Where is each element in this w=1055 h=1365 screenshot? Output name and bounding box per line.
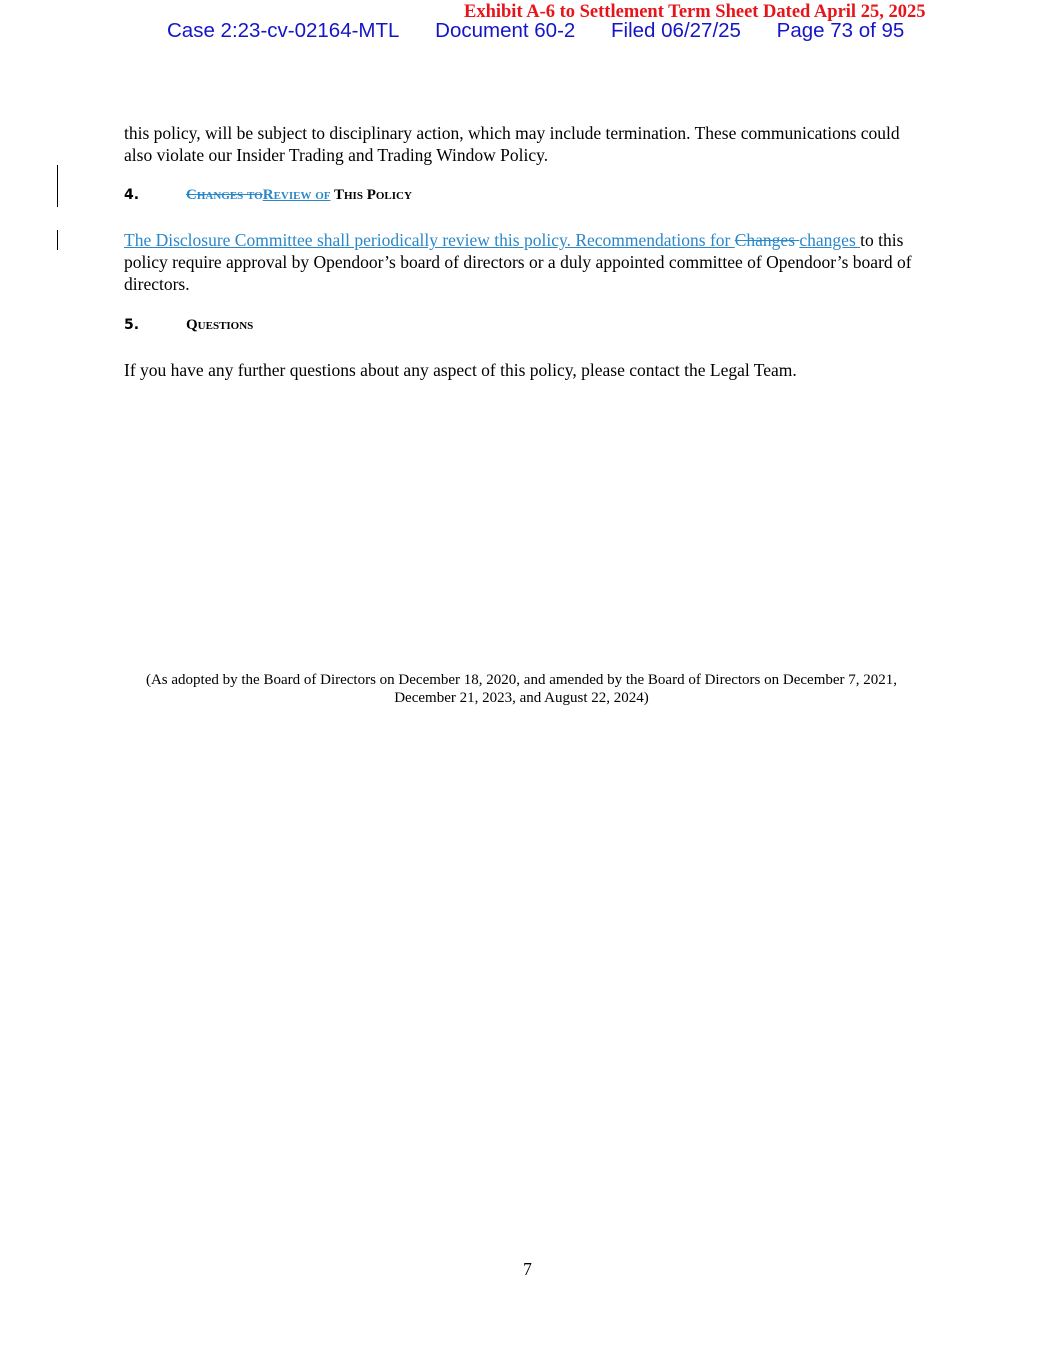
section-4-number: 4. <box>124 187 140 203</box>
paragraph-review <box>124 229 924 295</box>
change-bar <box>57 165 58 207</box>
adoption-note: (As adopted by the Board of Directors on December 18, 2020, and amended by the Board of Directors on December 7, 2021, December 21, 2023, and August 22, 2024) <box>145 672 898 706</box>
paragraph-questions: If you have any further questions about any aspect of this policy, please contact the Legal Team. <box>124 360 797 380</box>
document-number: Document 60-2 <box>435 19 576 42</box>
inserted-heading-text: Review of <box>262 187 331 203</box>
page-count: Page 73 of 95 <box>776 19 905 42</box>
exhibit-stamp: Exhibit A-6 to Settlement Term Sheet Dated April 25, 2025 <box>464 2 926 22</box>
filed-date: Filed 06/27/25 <box>611 19 741 42</box>
inserted-text: The Disclosure Committee shall periodically review this policy. Recommendations for <box>124 230 735 250</box>
paragraph-disciplinary: this policy, will be subject to disciplinary action, which may include termination. These communications could also violate our Insider Trading and Trading Window Policy. <box>124 123 900 165</box>
inserted-text: changes <box>799 230 861 250</box>
paragraph-text: to this policy require approval by Opendoor’s board of directors or a duly appointed committee of Opendoor’s board of directors. <box>124 230 912 294</box>
case-number: Case 2:23-cv-02164-MTL <box>167 19 400 42</box>
section-5-number: 5. <box>124 317 140 333</box>
section-4-heading <box>124 187 412 204</box>
page-number: 7 <box>523 1259 532 1279</box>
heading-rest: This Policy <box>330 187 412 203</box>
section-5-title: Questions <box>186 317 254 333</box>
change-bar <box>57 230 58 250</box>
ecf-header <box>167 19 904 43</box>
deleted-text: Changes <box>734 230 800 250</box>
deleted-heading-text: Changes to <box>186 187 263 203</box>
section-5-heading <box>124 317 253 334</box>
